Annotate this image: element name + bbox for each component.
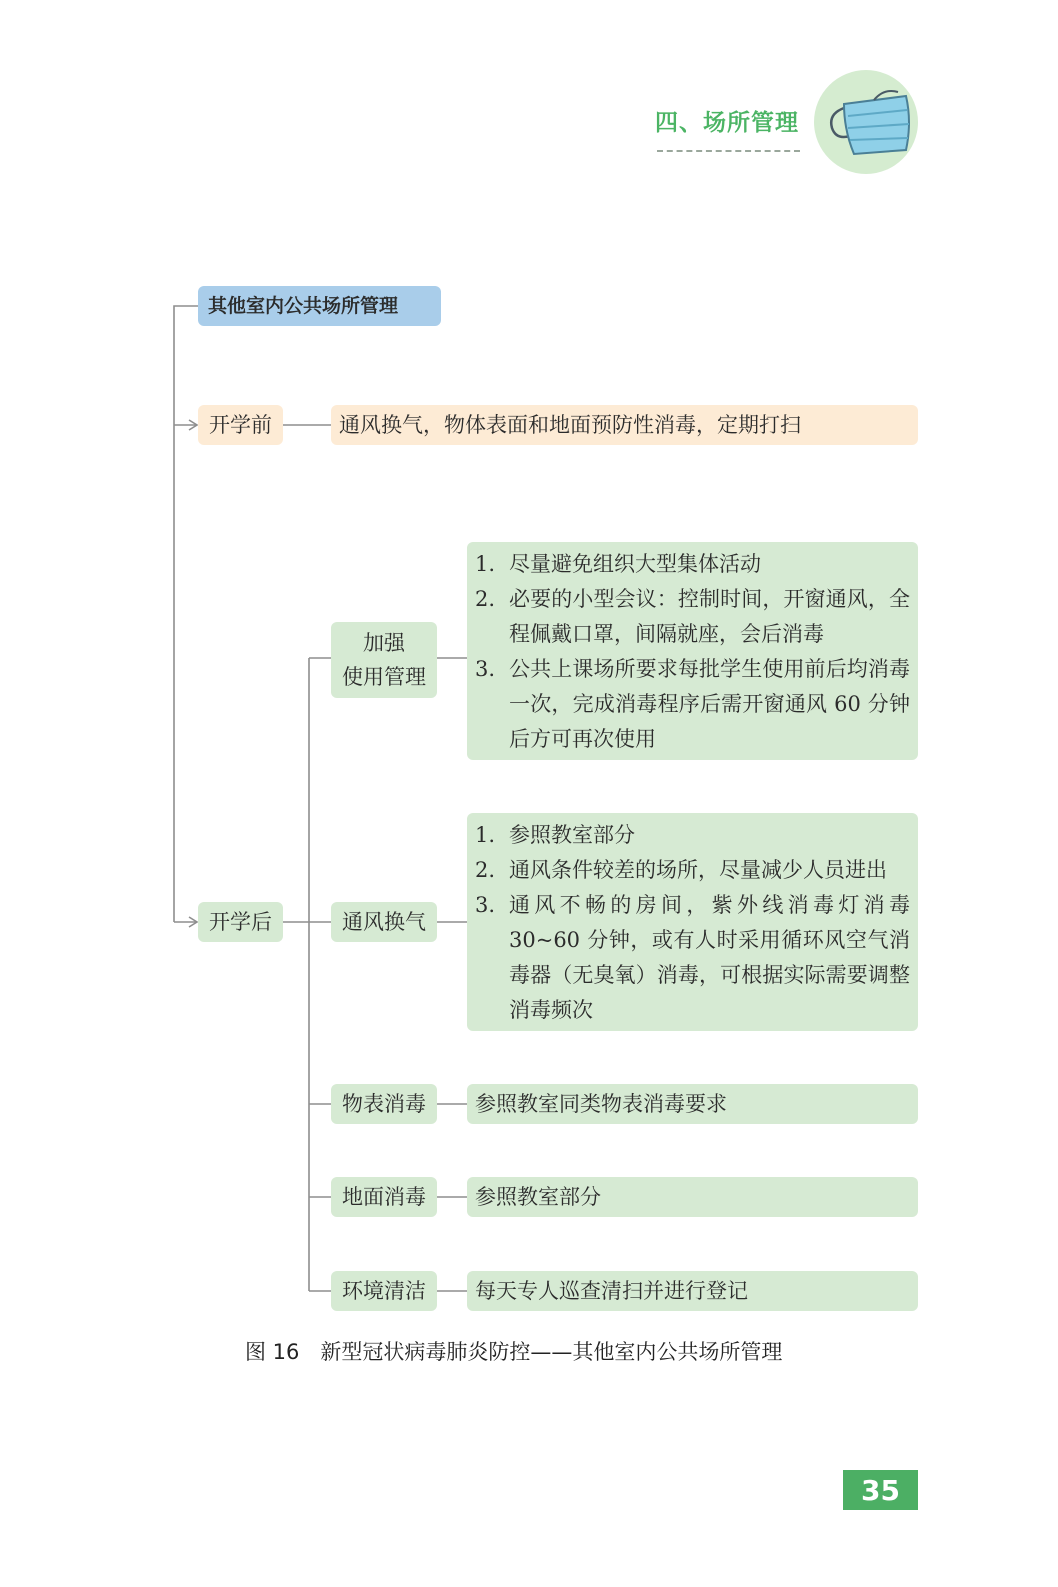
usage-management-node: [331, 622, 437, 698]
ventilation-node: 通风换气: [331, 902, 437, 942]
list-item: [475, 547, 910, 582]
environment-cleaning-content: 每天专人巡查清扫并进行登记: [467, 1271, 918, 1311]
list-item-number: 2.: [475, 858, 496, 882]
floor-disinfection-content: 参照教室部分: [467, 1177, 918, 1217]
usage-management-details: [467, 542, 918, 760]
ventilation-details: [467, 813, 918, 1031]
floor-disinfection-node: 地面消毒: [331, 1177, 437, 1217]
list-item-number: 3.: [475, 893, 496, 917]
list-item-text: 通风不畅的房间，紫外线消毒灯消毒 30~60 分钟，或有人时采用循环风空气消毒器（无臭氧）消毒，可根据实际需要调整消毒频次: [509, 893, 910, 1022]
page-number-badge: 35: [843, 1470, 918, 1510]
list-item: [475, 652, 910, 757]
before-school-node: 开学前: [198, 405, 283, 445]
after-school-node: 开学后: [198, 902, 283, 942]
list-item-text: 通风条件较差的场所，尽量减少人员进出: [509, 858, 887, 882]
surface-disinfection-node: 物表消毒: [331, 1084, 437, 1124]
figure-caption: 图 16 新型冠状病毒肺炎防控——其他室内公共场所管理: [245, 1340, 783, 1364]
list-item-number: 3.: [475, 657, 496, 681]
usage-management-label-line2: 使用管理: [342, 665, 426, 689]
list-item: [475, 818, 910, 853]
before-school-content: 通风换气，物体表面和地面预防性消毒，定期打扫: [331, 405, 918, 445]
list-item-text: 参照教室部分: [509, 823, 635, 847]
list-item-number: 1.: [475, 552, 496, 576]
usage-management-label-line1: 加强: [363, 631, 405, 655]
list-item: [475, 853, 910, 888]
environment-cleaning-node: 环境清洁: [331, 1271, 437, 1311]
surface-disinfection-content: 参照教室同类物表消毒要求: [467, 1084, 918, 1124]
diagram-root-node: 其他室内公共场所管理: [198, 286, 441, 326]
section-title: 四、场所管理: [655, 110, 799, 136]
list-item-text: 必要的小型会议：控制时间，开窗通风，全程佩戴口罩，间隔就座，会后消毒: [509, 587, 910, 646]
list-item: [475, 582, 910, 652]
list-item-number: 2.: [475, 587, 496, 611]
list-item: [475, 888, 910, 1028]
list-item-text: 公共上课场所要求每批学生使用前后均消毒一次，完成消毒程序后需开窗通风 60 分钟后方可再次使用: [509, 657, 910, 751]
list-item-text: 尽量避免组织大型集体活动: [509, 552, 761, 576]
list-item-number: 1.: [475, 823, 496, 847]
